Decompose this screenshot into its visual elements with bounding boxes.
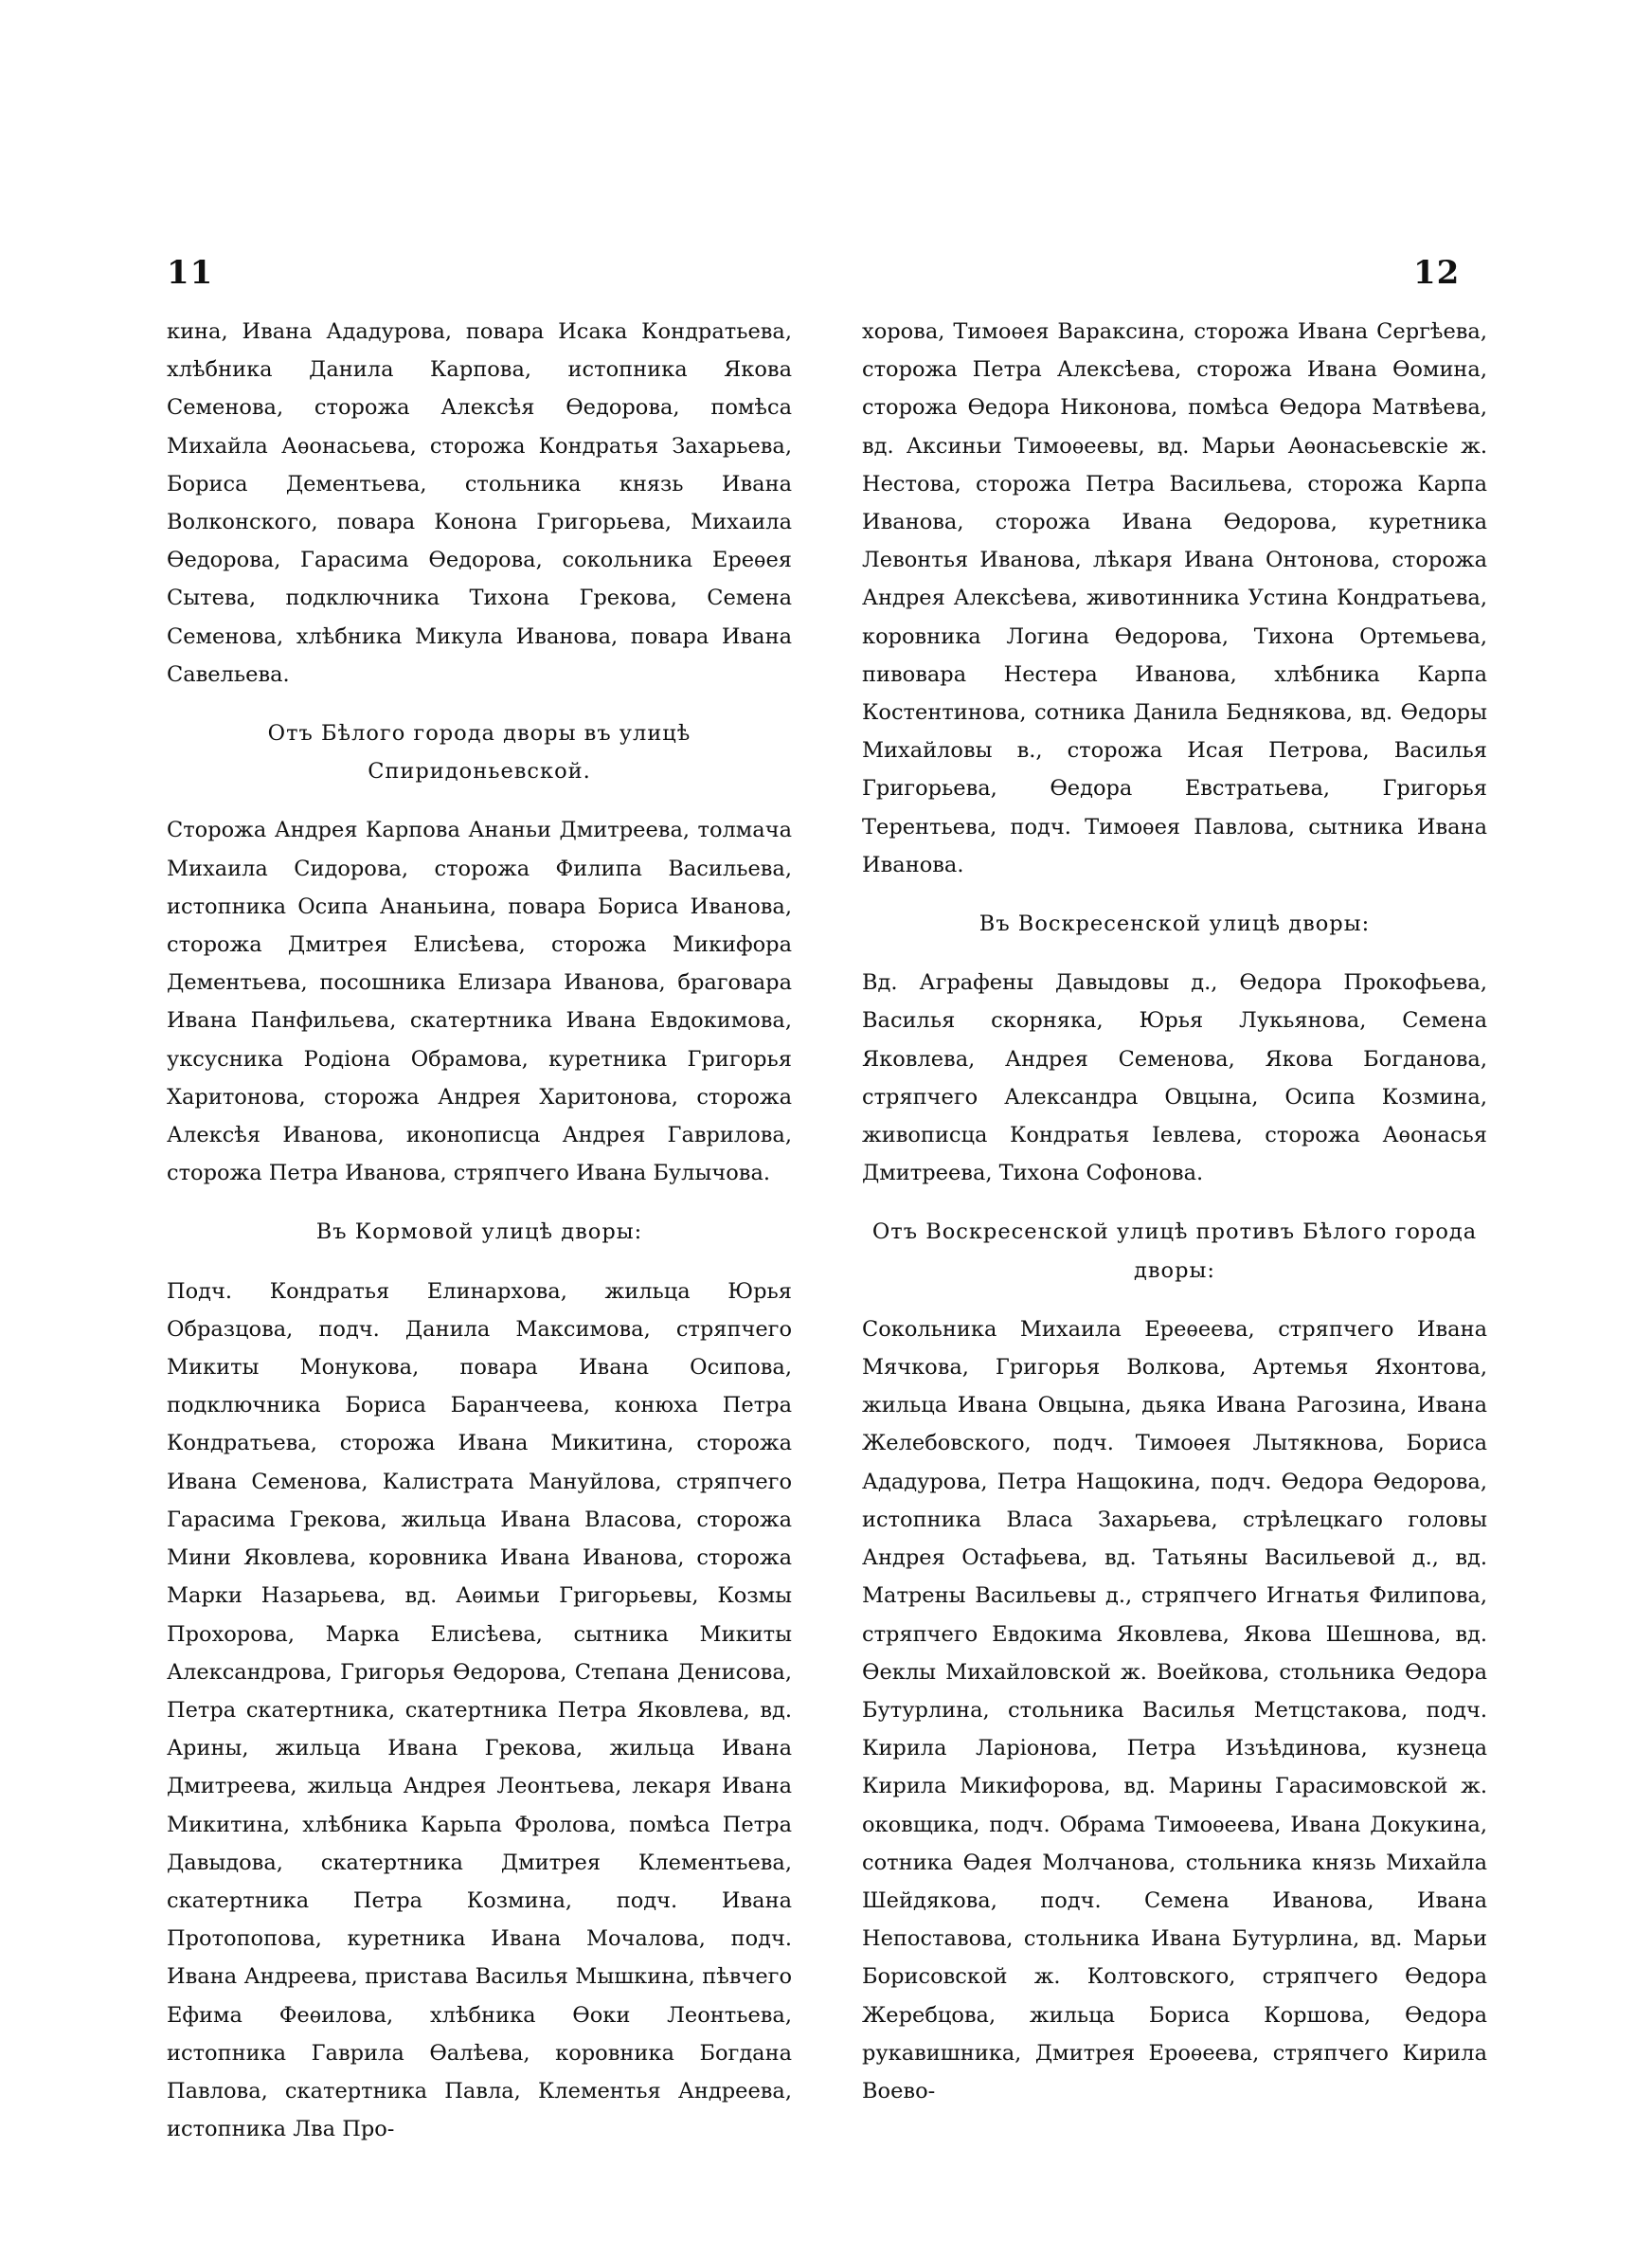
right-column (862, 313, 1487, 2110)
paragraph-opposite-beliy-gorod: Сокольника Михаила Ереѳеева, стряпчего Ивана Мячкова, Григорья Волкова, Артемья Яхонтова, жильца Ивана Овцына, дьяка Ивана Рагозина, Ивана Желебовского, подч. Тимоѳея Лытякнова, Бориса Ададурова, Петра Нащокина, подч. Ѳедора Ѳедорова, истопника Власа Захарьева, стрѣлецкаго головы Андрея Остафьева, вд. Татьяны Васильевой д., вд. Матрены Васильевы д., стряпчего Игнатья Филипова, стряпчего Евдокима Яковлева, Якова Шешнова, вд. Ѳеклы Михайловской ж. Воейкова, стольника Ѳедора Бутурлина, стольника Василья Метцстакова, подч. Кирила Ларіонова, Петра Изъѣдинова, кузнеца Кирила Микифорова, вд. Марины Гарасимовской ж. оковщика, подч. Обрама Тимоѳеева, Ивана Докукина, сотника Ѳадея Молчанова, стольника князь Михайла Шейдякова, подч. Семена Иванова, Ивана Непоставова, стольника Ивана Бутурлина, вд. Марьи Борисовской ж. Колтовского, стряпчего Ѳедора Жеребцова, жильца Бориса Коршова, Ѳедора рукавишника, Дмитрея Ероѳеева, стряпчего Кирила Воево- (862, 1316, 1487, 2104)
section-heading-opposite-beliy-gorod: Отъ Воскресенской улицѣ противъ Бѣлого города дворы: (871, 1219, 1478, 1283)
section-heading-kormovaya: Въ Кормовой улицѣ дворы: (315, 1219, 643, 1245)
paragraph-spiridonievskaya: Сторожа Андрея Карпова Ананьи Дмитреева, толмача Михаила Сидорова, сторожа Филипа Васильева, истопника Осипа Ананьина, повара Бориса Иванова, сторожа Дмитрея Елисѣева, сторожа Микифора Дементьева, посошника Елизара Иванова, браговара Ивана Панфильева, скатертника Ивана Евдокимова, уксусника Родіона Обрамова, куретника Григорья Харитонова, сторожа Андрея Харитонова, сторожа Алексѣя Иванова, иконописца Андрея Гаврилова, сторожа Петра Иванова, стряпчего Ивана Булычова. (167, 818, 792, 1186)
paragraph-kormovaya: Подч. Кондратья Елинархова, жильца Юрья Образцова, подч. Данила Максимова, стряпчего Микиты Монукова, повара Ивана Осипова, подключника Бориса Баранчеева, конюха Петра Кондратьева, сторожа Ивана Микитина, сторожа Ивана Семенова, Калистрата Мануйлова, стряпчего Гарасима Грекова, жильца Ивана Власова, сторожа Мини Яковлева, коровника Ивана Иванова, сторожа Марки Назарьева, вд. Аѳимьи Григорьевы, Козмы Прохорова, Марка Елисѣева, сытника Микиты Александрова, Григорья Ѳедорова, Степана Денисова, Петра скатертника, скатертника Петра Яковлева, вд. Арины, жильца Ивана Грекова, жильца Ивана Дмитреева, жильца Андрея Леонтьева, лекаря Ивана Микитина, хлѣбника Карьпа Фролова, помѣса Петра Давыдова, скатертника Дмитрея Клементьева, скатертника Петра Козмина, подч. Ивана Протопопова, куретника Ивана Мочалова, подч. Ивана Андреева, пристава Василья Мышкина, пѣвчего Ефима Феѳилова, хлѣбника Ѳоки Леонтьева, истопника Гаврила Ѳалѣева, коровника Богдана Павлова, скатертника Павла, Клементья Андреева, истопника Лва Про- (167, 1278, 792, 2142)
section-heading-spiridonievskaya: Отъ Бѣлого города дворы въ улицѣ Спиридоньевской. (267, 721, 691, 785)
page-number-right: 12 (1413, 254, 1461, 292)
paragraph-voskresenskaya: Вд. Аграфены Давыдовы д., Ѳедора Прокофьева, Василья скорняка, Юрья Лукьянова, Семена Яковлева, Андрея Семенова, Якова Богданова, стряпчего Александра Овцына, Осипа Козмина, живописца Кондратья Іевлева, сторожа Аѳонасья Дмитреева, Тихона Софонова. (862, 970, 1487, 1186)
left-column (167, 313, 792, 2148)
page-number-left: 11 (167, 254, 214, 292)
section-heading-voskresenskaya: Въ Воскресенской улицѣ дворы: (979, 912, 1371, 937)
paragraph-intro-left: кина, Ивана Ададурова, повара Исака Кондратьева, хлѣбника Данила Карпова, истопника Якова Семенова, сторожа Алексѣя Ѳедорова, помѣса Михайла Аѳонасьева, сторожа Кондратья Захарьева, Бориса Дементьева, стольника князь Ивана Волконского, повара Конона Григорьева, Михаила Ѳедорова, Гарасима Ѳедорова, сокольника Ереѳея Сытева, подключника Тихона Грекова, Семена Семенова, хлѣбника Микула Иванова, повара Ивана Савельева. (167, 319, 792, 687)
paragraph-intro-right: хорова, Тимоѳея Вараксина, сторожа Ивана Сергѣева, сторожа Петра Алексѣева, сторожа Ивана Ѳомина, сторожа Ѳедора Никонова, помѣса Ѳедора Матвѣева, вд. Аксиньи Тимоѳеевы, вд. Марьи Аѳонасьевскіе ж. Нестова, сторожа Петра Васильева, сторожа Карпа Иванова, сторожа Ивана Ѳедорова, куретника Левонтья Иванова, лѣкаря Ивана Онтонова, сторожа Андрея Алексѣева, животинника Устина Кондратьева, коровника Логина Ѳедорова, Тихона Ортемьева, пивовара Нестера Иванова, хлѣбника Карпа Костентинова, сотника Данила Бедняковa, вд. Ѳедоры Михайловы в., сторожа Исая Петрова, Василья Григорьева, Ѳедора Евстратьева, Григорья Терентьева, подч. Тимоѳея Павлова, сытника Ивана Иванова. (862, 319, 1487, 877)
